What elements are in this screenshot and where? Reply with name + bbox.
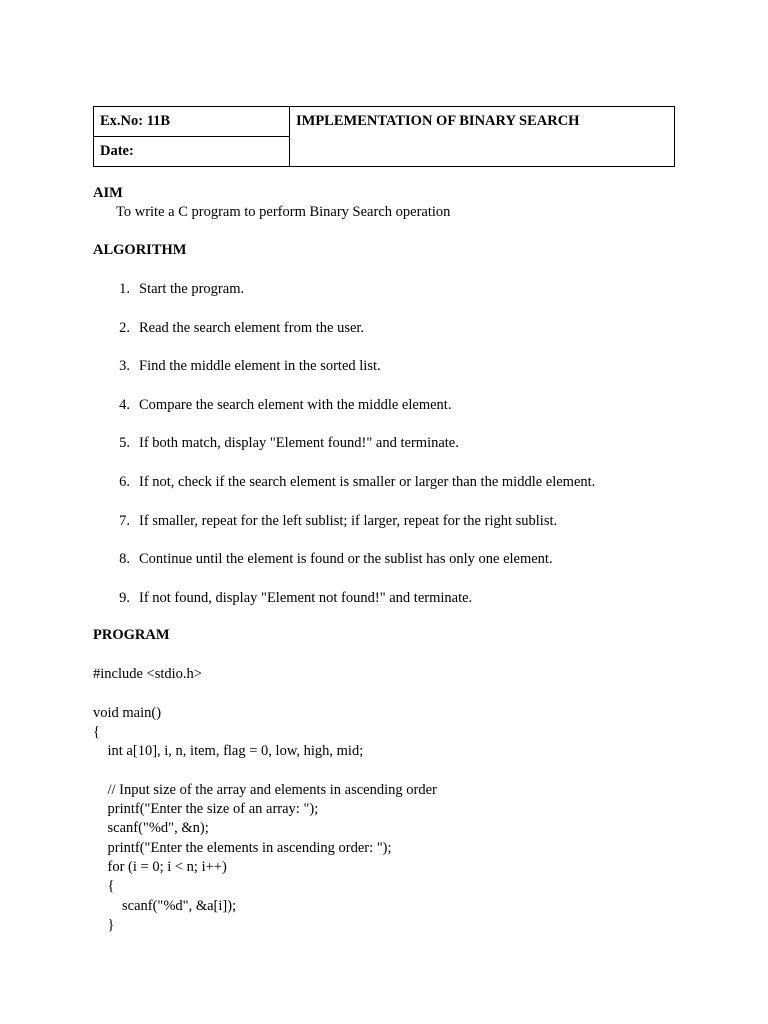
step-number: 3. [119,358,130,375]
code-line: for (i = 0; i < n; i++) [93,858,227,875]
date-cell: Date: [94,137,290,167]
code-line: // Input size of the array and elements in ascending order [93,781,437,798]
step-number: 8. [119,551,130,568]
code-line: #include <stdio.h> [93,666,202,682]
code-line [93,761,437,780]
code-line [93,684,437,703]
step-text: Continue until the element is found or the sublist has only one element. [139,551,553,568]
step-number: 4. [119,396,130,413]
aim-text: To write a C program to perform Binary Search operation [116,204,451,220]
code-line: printf("Enter the elements in ascending order: "); [93,839,392,856]
step-number: 5. [119,435,130,452]
step-text: If smaller, repeat for the left sublist; if larger, repeat for the right sublist. [139,512,558,529]
algorithm-heading: ALGORITHM [93,242,187,258]
code-line: } [93,916,115,933]
code-line: { [93,723,100,740]
exno-cell: Ex.No: 11B [94,107,290,137]
code-line: scanf("%d", &a[i]); [93,897,237,914]
step-number: 7. [119,512,130,529]
step-text: Start the program. [139,281,245,297]
program-heading: PROGRAM [93,627,170,643]
step-text: Find the middle element in the sorted list. [139,358,381,375]
code-line: int a[10], i, n, item, flag = 0, low, high, mid; [93,743,364,760]
step-number: 9. [119,589,130,606]
code-line: { [93,878,115,895]
program-code [93,665,437,935]
title-cell: IMPLEMENTATION OF BINARY SEARCH [290,107,675,167]
code-line: printf("Enter the size of an array: "); [93,801,319,818]
aim-heading: AIM [93,185,123,201]
step-text: If both match, display "Element found!" and terminate. [139,435,459,452]
step-text: Compare the search element with the middle element. [139,396,452,413]
code-line: scanf("%d", &n); [93,820,209,837]
step-number: 2. [119,319,130,336]
step-text: Read the search element from the user. [139,319,365,336]
header-table [93,106,675,167]
step-number: 6. [119,473,130,490]
step-number: 1. [119,281,130,297]
code-line: void main() [93,704,162,721]
step-text: If not, check if the search element is smaller or larger than the middle element. [139,473,596,490]
step-text: If not found, display "Element not found!" and terminate. [139,589,473,606]
